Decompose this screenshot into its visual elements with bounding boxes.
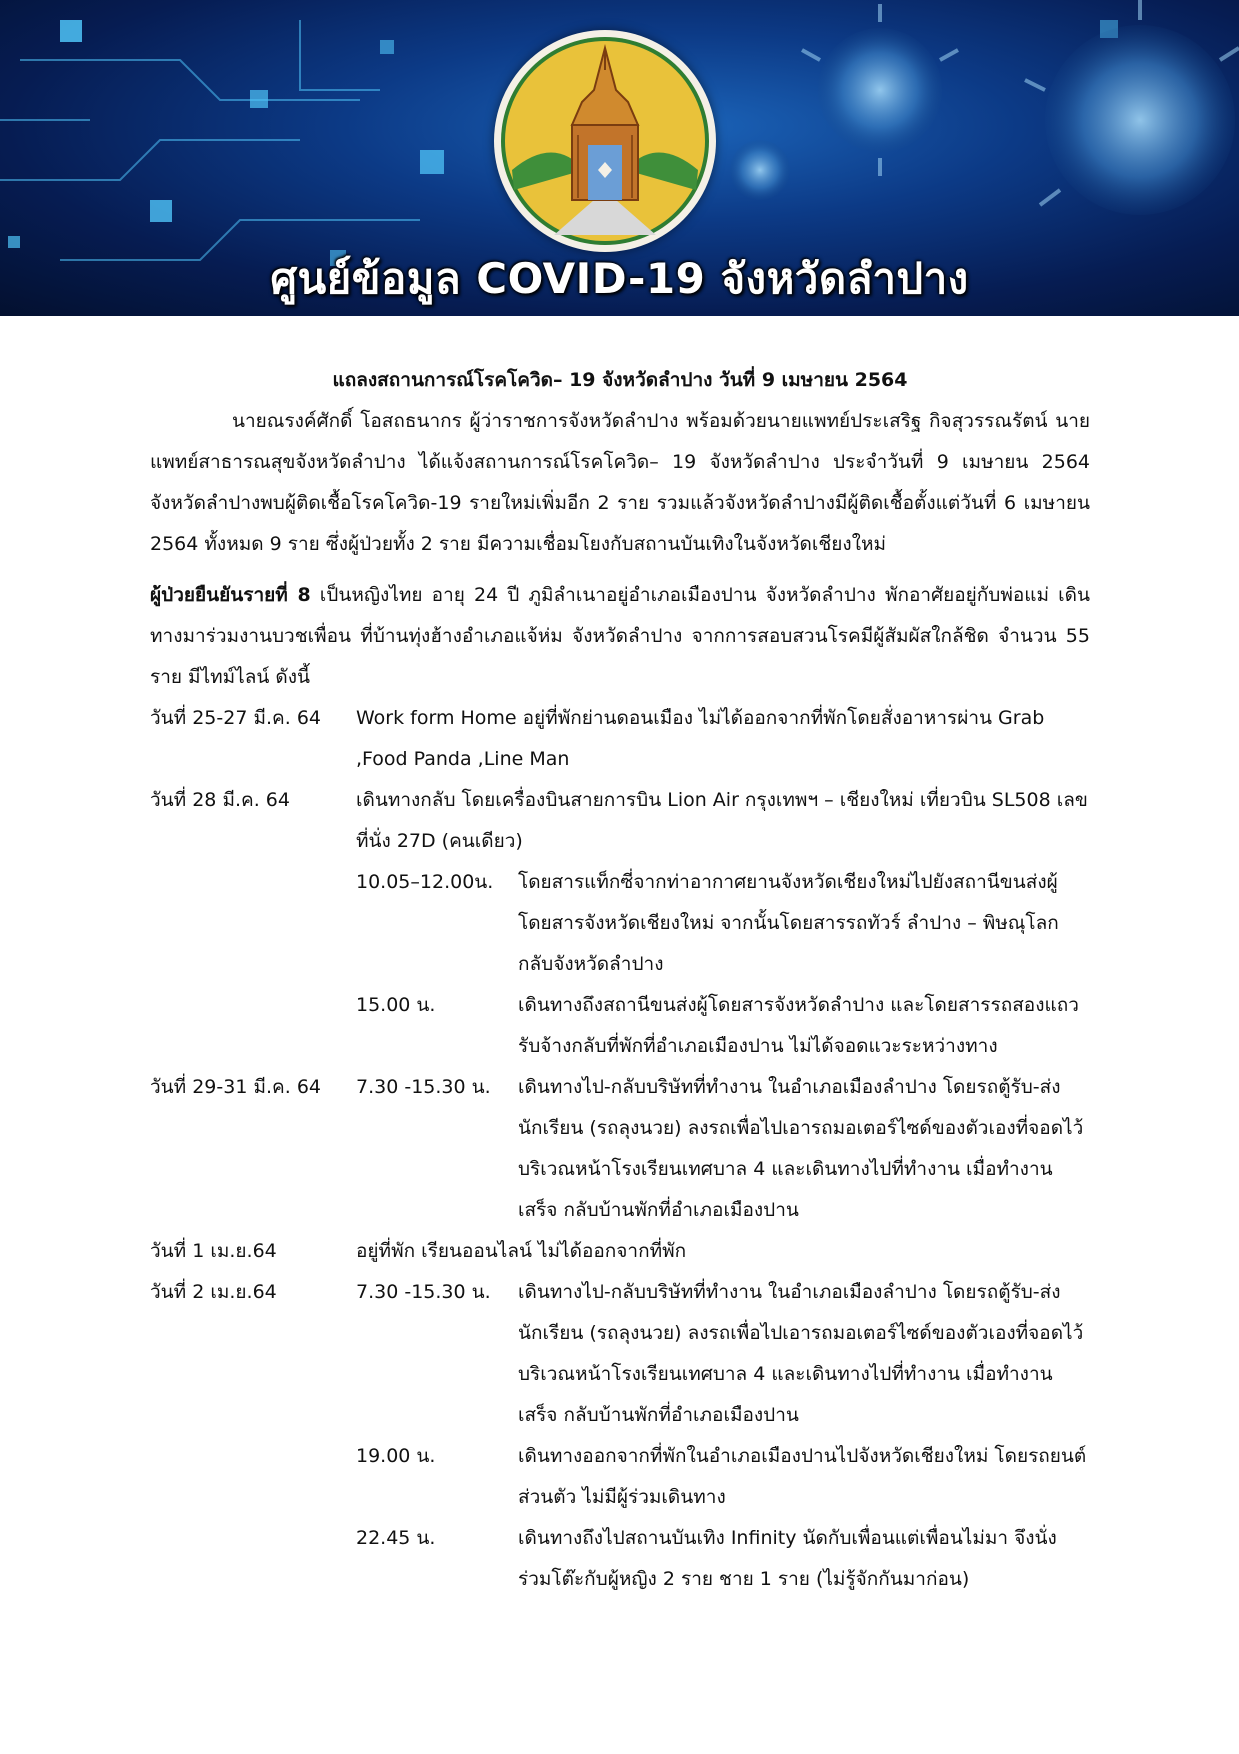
timeline-date bbox=[150, 1436, 356, 1518]
timeline-text: เดินทางออกจากที่พักในอำเภอเมืองปานไปจังหวัดเชียงใหม่ โดยรถยนต์ส่วนตัว ไม่มีผู้ร่วมเดินทาง bbox=[518, 1445, 1087, 1508]
timeline-text: อยู่ที่พัก เรียนออนไลน์ ไม่ได้ออกจากที่พัก bbox=[356, 1240, 687, 1262]
timeline-text: เดินทางถึงไปสถานบันเทิง Infinity นัดกับเพื่อนแต่เพื่อนไม่มา จึงนั่งร่วมโต๊ะกับผู้หญิง 2 ราย ชาย 1 ราย (ไม่รู้จักกันมาก่อน) bbox=[518, 1527, 1057, 1590]
timeline-date: วันที่ 1 เม.ย.64 bbox=[150, 1240, 277, 1262]
timeline-row bbox=[150, 862, 1090, 985]
timeline-row bbox=[150, 698, 1090, 780]
timeline-text: เดินทางกลับ โดยเครื่องบินสายการบิน Lion Air กรุงเทพฯ – เชียงใหม่ เที่ยวบิน SL508 เลขที่นั่ง 27D (คนเดียว) bbox=[356, 789, 1088, 852]
timeline-date bbox=[150, 985, 356, 1067]
timeline-time: 19.00 น. bbox=[356, 1445, 436, 1467]
timeline-date: วันที่ 29-31 มี.ค. 64 bbox=[150, 1076, 321, 1098]
timeline-row bbox=[150, 1436, 1090, 1518]
case-paragraph bbox=[150, 575, 1090, 698]
timeline-row bbox=[150, 1231, 1090, 1272]
timeline-row bbox=[150, 1272, 1090, 1436]
timeline-date: วันที่ 28 มี.ค. 64 bbox=[150, 789, 290, 811]
lampang-province-seal-icon bbox=[494, 30, 716, 252]
intro-paragraph: นายณรงค์ศักดิ์ โอสถธนากร ผู้ว่าราชการจังหวัดลำปาง พร้อมด้วยนายแพทย์ประเสริฐ กิจสุวรรณรัตน์ นายแพทย์สาธารณสุขจังหวัดลำปาง ได้แจ้งสถานการณ์โรคโควิด– 19 จังหวัดลำปาง ประจำวันที่ 9 เมษายน 2564 จังหวัดลำปางพบผู้ติดเชื้อโรคโควิด-19 รายใหม่เพิ่มอีก 2 ราย รวมแล้วจังหวัดลำปางมีผู้ติดเชื้อตั้งแต่วันที่ 6 เมษายน 2564 ทั้งหมด 9 ราย ซึ่งผู้ป่วยทั้ง 2 ราย มีความเชื่อมโยงกับสถานบันเทิงในจังหวัดเชียงใหม่ bbox=[150, 410, 1090, 555]
timeline-text: Work form Home อยู่ที่พักย่านดอนเมือง ไม่ได้ออกจากที่พักโดยสั่งอาหารผ่าน Grab ,Food Panda ,Line Man bbox=[356, 707, 1045, 770]
banner-title: ศูนย์ข้อมูล COVID-19 จังหวัดลำปาง bbox=[270, 254, 969, 303]
timeline-date bbox=[150, 1518, 356, 1600]
timeline-time: 22.45 น. bbox=[356, 1527, 436, 1549]
timeline-date: วันที่ 2 เม.ย.64 bbox=[150, 1281, 277, 1303]
timeline-row bbox=[150, 780, 1090, 862]
timeline-row bbox=[150, 1518, 1090, 1600]
document-body bbox=[150, 360, 1090, 1600]
case-text: เป็นหญิงไทย อายุ 24 ปี ภูมิลำเนาอยู่อำเภอเมืองปาน จังหวัดลำปาง พักอาศัยอยู่กับพ่อแม่ เดินทางมาร่วมงานบวชเพื่อน ที่บ้านทุ่งฮ้างอำเภอแจ้ห่ม จังหวัดลำปาง จากการสอบสวนโรคมีผู้สัมผัสใกล้ชิด จำนวน 55 ราย มีไทม์ไลน์ ดังนี้ bbox=[150, 584, 1091, 688]
timeline-date: วันที่ 25-27 มี.ค. 64 bbox=[150, 707, 321, 729]
case-lead: ผู้ป่วยยืนยันรายที่ 8 bbox=[150, 584, 311, 606]
header-banner bbox=[0, 0, 1239, 316]
timeline-text: เดินทางไป-กลับบริษัทที่ทำงาน ในอำเภอเมืองลำปาง โดยรถตู้รับ-ส่งนักเรียน (รถลุงนวย) ลงรถเพื่อไปเอารถมอเตอร์ไซด์ของตัวเองที่จอดไว้บริเวณหน้าโรงเรียนเทศบาล 4 และเดินทางไปที่ทำงาน เมื่อทำงานเสร็จ กลับบ้านพักที่อำเภอเมืองปาน bbox=[518, 1076, 1084, 1221]
timeline-date bbox=[150, 862, 356, 985]
timeline-table bbox=[150, 698, 1090, 1600]
timeline-text: เดินทางถึงสถานีขนส่งผู้โดยสารจังหวัดลำปาง และโดยสารรถสองแถวรับจ้างกลับที่พักที่อำเภอเมืองปาน ไม่ได้จอดแวะระหว่างทาง bbox=[518, 994, 1079, 1057]
document-title: แถลงสถานการณ์โรคโควิด– 19 จังหวัดลำปาง วันที่ 9 เมษายน 2564 bbox=[332, 369, 908, 391]
timeline-time: 15.00 น. bbox=[356, 994, 436, 1016]
lampang-seal-logo bbox=[494, 30, 716, 252]
timeline-time: 7.30 -15.30 น. bbox=[356, 1281, 491, 1303]
timeline-row bbox=[150, 1067, 1090, 1231]
timeline-row bbox=[150, 985, 1090, 1067]
timeline-text: เดินทางไป-กลับบริษัทที่ทำงาน ในอำเภอเมืองลำปาง โดยรถตู้รับ-ส่งนักเรียน (รถลุงนวย) ลงรถเพื่อไปเอารถมอเตอร์ไซด์ของตัวเองที่จอดไว้บริเวณหน้าโรงเรียนเทศบาล 4 และเดินทางไปที่ทำงาน เมื่อทำงานเสร็จ กลับบ้านพักที่อำเภอเมืองปาน bbox=[518, 1281, 1084, 1426]
timeline-text: โดยสารแท็กซี่จากท่าอากาศยานจังหวัดเชียงใหม่ไปยังสถานีขนส่งผู้โดยสารจังหวัดเชียงใหม่ จากนั้นโดยสารรถทัวร์ ลำปาง – พิษณุโลก กลับจังหวัดลำปาง bbox=[518, 871, 1059, 975]
timeline-time: 10.05–12.00น. bbox=[356, 871, 494, 893]
timeline-time: 7.30 -15.30 น. bbox=[356, 1076, 491, 1098]
